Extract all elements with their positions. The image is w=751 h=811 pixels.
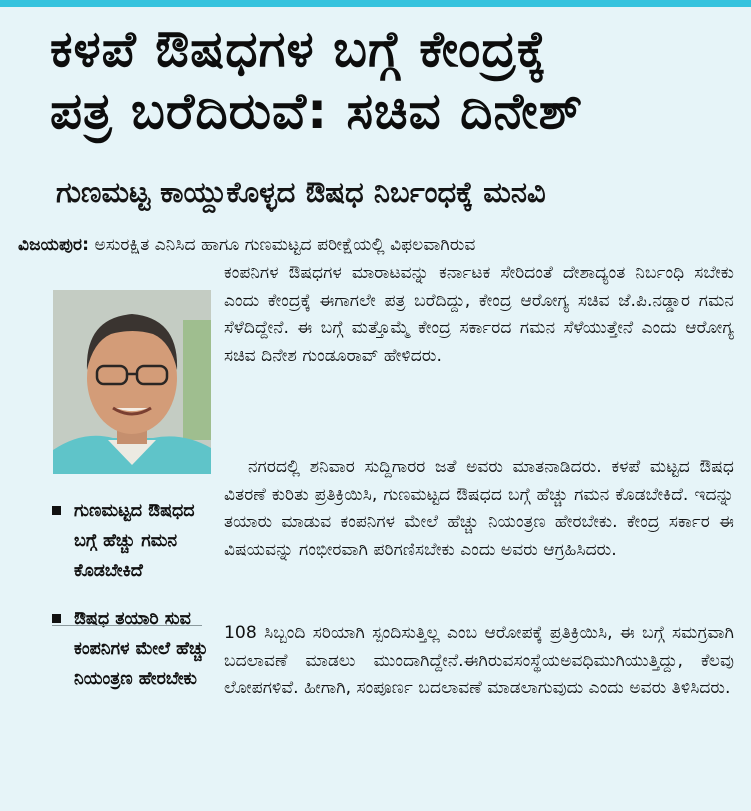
top-accent-bar	[0, 0, 751, 7]
highlight-item	[50, 604, 220, 694]
paragraph-1-first-line	[18, 232, 734, 260]
highlights-box	[50, 496, 220, 694]
paragraph-1-lead: ಅಸುರಕ್ಷಿತ ಎನಿಸಿದ ಹಾಗೂ ಗುಣಮಟ್ಟದ ಪರೀಕ್ಷೆಯಲ್ಲಿ ವಿಫಲವಾಗಿರುವ	[94, 235, 476, 255]
paragraph-2: ನಗರದಲ್ಲಿ ಶನಿವಾರ ಸುದ್ದಿಗಾರರ ಜತೆ ಅವರು ಮಾತನಾಡಿದರು. ಕಳಪೆ ಮಟ್ಟದ ಔಷಧ ವಿತರಣೆ ಕುರಿತು ಪ್ರತಿಕ್ರಿಯಿಸಿ, ಗುಣಮಟ್ಟದ ಔಷಧದ ಬಗ್ಗೆ ಹೆಚ್ಚು ಗಮನ ಕೊಡಬೇಕಿದೆ. ಇದನ್ನು ತಯಾರು ಮಾಡುವ ಕಂಪನಿಗಳ ಮೇಲೆ ಹೆಚ್ಚು ನಿಯಂತ್ರಣ ಹೇರಬೇಕು. ಕೇಂದ್ರ ಸರ್ಕಾರ ಈ ವಿಷಯವನ್ನು ಗಂಭೀರವಾಗಿ ಪರಿಗಣಿಸಬೇಕು ಎಂದು ಅವರು ಆಗ್ರಹಿಸಿದರು.	[224, 457, 734, 560]
square-bullet-icon	[52, 506, 61, 515]
headline-line-2: ಪತ್ರ ಬರೆದಿರುವೆ: ಸಚಿವ ದಿನೇಶ್	[50, 82, 584, 140]
highlight-text: ಔಷಧ ತಯಾರಿ ಸುವ ಕಂಪನಿಗಳ ಮೇಲೆ ಹೆಚ್ಚು ನಿಯಂತ್ರಣ ಹೇರಬೇಕು	[74, 609, 209, 689]
paragraph-1-body: ಕಂಪನಿಗಳ ಔಷಧಗಳ ಮಾರಾಟವನ್ನು ಕರ್ನಾಟಕ ಸೇರಿದಂತೆ ದೇಶಾದ್ಯಂತ ನಿರ್ಬಂಧಿ ಸಬೇಕು ಎಂದು ಕೇಂದ್ರಕ್ಕೆ ಈಗಾಗಲೇ ಪತ್ರ ಬರೆದಿದ್ದು, ಕೇಂದ್ರ ಆರೋಗ್ಯ ಸಚಿವ ಜೆ.ಪಿ.ನಡ್ಡಾರ ಗಮನ ಸೆಳೆದಿದ್ದೇನೆ. ಈ ಬಗ್ಗೆ ಮತ್ತೊಮ್ಮೆ ಕೇಂದ್ರ ಸರ್ಕಾರದ ಗಮನ ಸೆಳೆಯುತ್ತೇನೆ ಎಂದು ಆರೋಗ್ಯ ಸಚಿವ ದಿನೇಶ ಗುಂಡೂರಾವ್ ಹೇಳಿದರು.	[224, 263, 734, 366]
highlight-text: ಗುಣಮಟ್ಟದ ಔಷಧದ ಬಗ್ಗೆ ಹೆಚ್ಚು ಗಮನ ಕೊಡಬೇಕಿದೆ	[74, 501, 195, 581]
minister-photo	[53, 290, 211, 474]
highlight-item	[50, 496, 220, 586]
dateline: ವಿಜಯಪುರ:	[18, 235, 90, 255]
subheadline: ಗುಣಮಟ್ಟ ಕಾಯ್ದುಕೊಳ್ಳದ ಔಷಧ ನಿರ್ಬಂಧಕ್ಕೆ ಮನವಿ	[56, 175, 546, 209]
portrait-image	[53, 290, 211, 474]
headline-line-1: ಕಳಪೆ ಔಷಧಗಳ ಬಗ್ಗೆ ಕೇಂದ್ರಕ್ಕೆ	[50, 20, 548, 78]
headline	[50, 18, 730, 142]
square-bullet-icon	[52, 614, 61, 623]
paragraph-3: 108 ಸಿಬ್ಬಂದಿ ಸರಿಯಾಗಿ ಸ್ಪಂದಿಸುತ್ತಿಲ್ಲ ಎಂಬ ಆರೋಪಕ್ಕೆ ಪ್ರತಿಕ್ರಿಯಿಸಿ, ಈ ಬಗ್ಗೆ ಸಮಗ್ರವಾಗಿ ಬದಲಾವಣೆ ಮಾಡಲು ಮುಂದಾಗಿದ್ದೇನೆ.ಈಗಿರುವಸಂಸ್ಥೆಯಅವಧಿಮುಗಿಯುತ್ತಿದ್ದು, ಕೆಲವು ಲೋಪಗಳಿವೆ. ಹೀಗಾಗಿ, ಸಂಪೂರ್ಣ ಬದಲಾವಣೆ ಮಾಡಲಾಗುವುದು ಎಂದು ಅವರು ತಿಳಿಸಿದರು.	[224, 623, 734, 699]
highlights-divider	[52, 625, 202, 626]
